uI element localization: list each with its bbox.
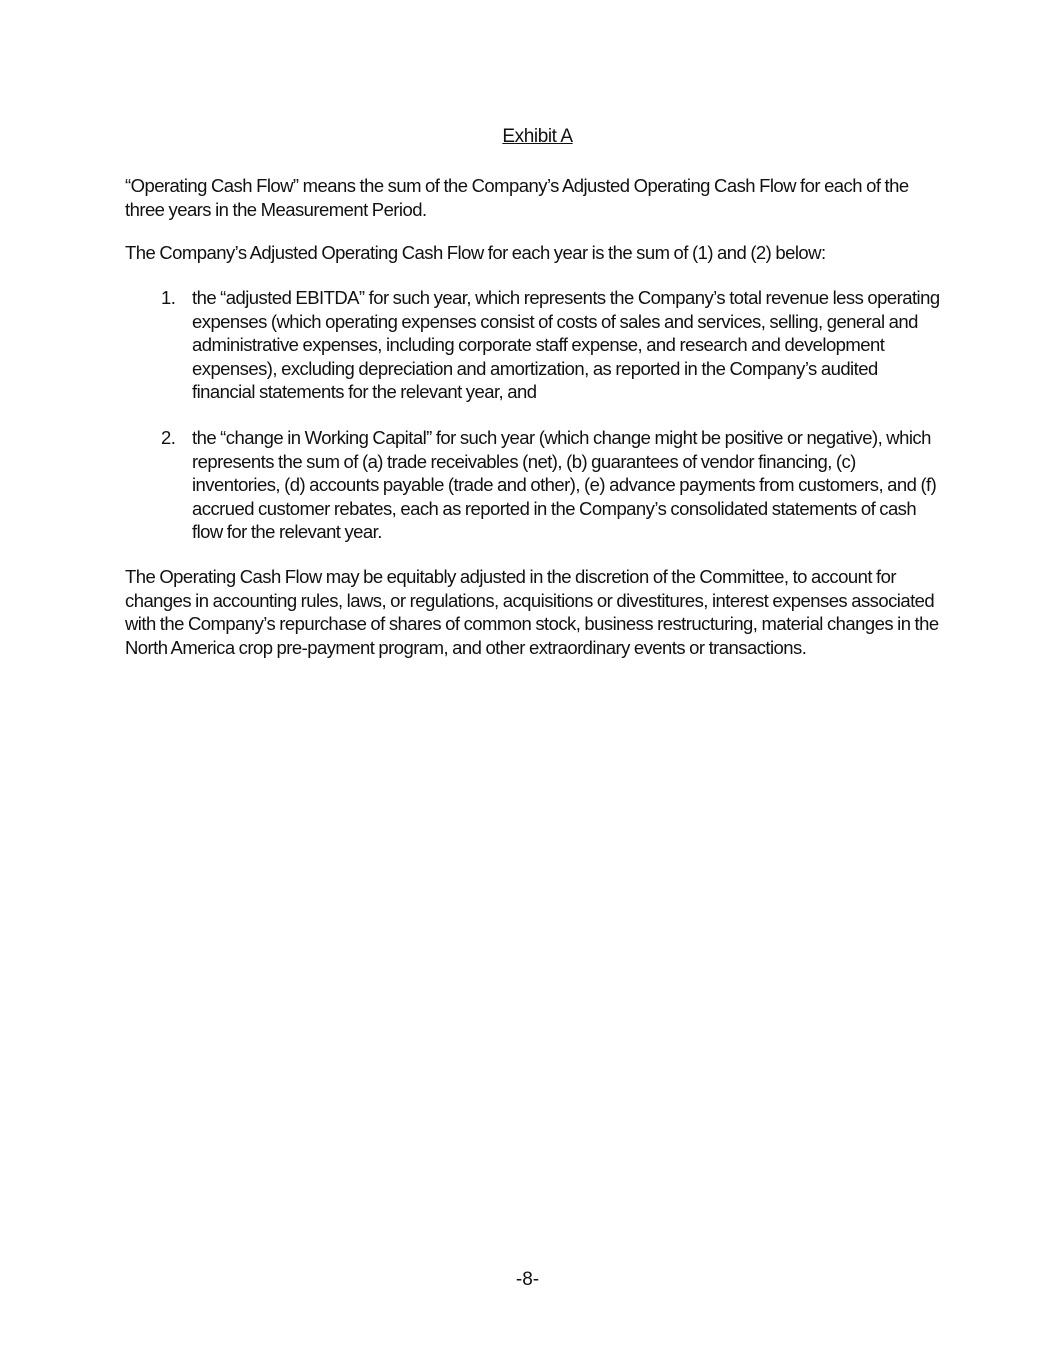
intro-paragraph: The Company’s Adjusted Operating Cash Flow for each year is the sum of (1) and (2) below: bbox=[125, 242, 826, 263]
exhibit-title: Exhibit A bbox=[502, 126, 573, 147]
definition-paragraph: “Operating Cash Flow” means the sum of the Company’s Adjusted Operating Cash Flow for each of the three years in the Measurement Period. bbox=[125, 175, 909, 220]
adjustment-paragraph: The Operating Cash Flow may be equitably adjusted in the discretion of the Committee, to account for changes in accounting rules, laws, or regulations, acquisitions or divestitures, interest expenses associated with the Company’s repurchase of shares of common stock, business restructuring, material changes in the North America crop pre-payment program, and other extraordinary events or transactions. bbox=[125, 566, 939, 658]
list-item-number: 2. bbox=[161, 427, 176, 448]
list-item-number: 1. bbox=[161, 287, 176, 308]
list-item-text: the “adjusted EBITDA” for such year, which represents the Company’s total revenue less operating expenses (which operating expenses consist of costs of sales and services, selling, general and administrative expenses, including corporate staff expense, and research and development expenses), excluding depreciation and amortization, as reported in the Company’s audited financial statements for the relevant year, and bbox=[192, 287, 940, 402]
list-item-text: the “change in Working Capital” for such year (which change might be positive or negative), which represents the sum of (a) trade receivables (net), (b) guarantees of vendor financing, (c) inventories, (d) accounts payable (trade and other), (e) advance payments from customers, and (f) accrued customer rebates, each as reported in the Company’s consolidated statements of cash flow for the relevant year. bbox=[192, 427, 937, 542]
page-number: -8- bbox=[515, 1269, 540, 1290]
